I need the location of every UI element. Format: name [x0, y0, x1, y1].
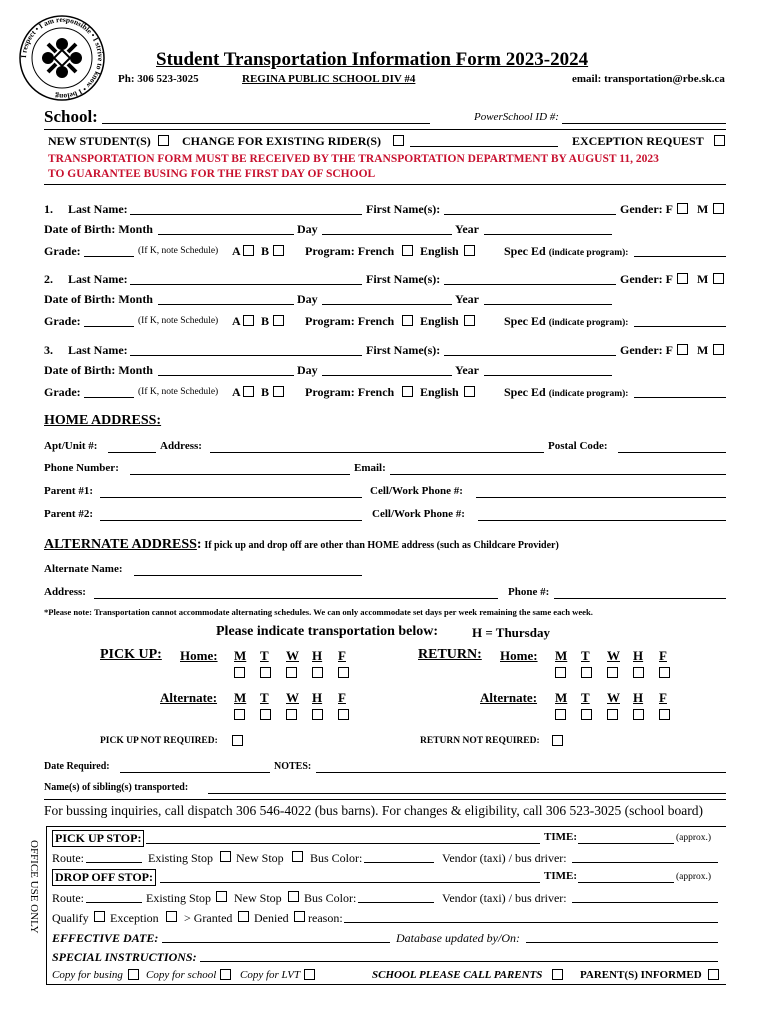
alternate-address-title: ALTERNATE ADDRESS: If pick up and drop off are other than HOME address (such as Childcare Provider) — [44, 537, 559, 552]
program-english-checkbox[interactable] — [464, 386, 475, 397]
pickup-alternate-day-label: F — [338, 690, 346, 705]
pickup-not-required-label: PICK UP NOT REQUIRED: — [100, 736, 218, 746]
siblings-field[interactable] — [208, 793, 726, 794]
header-phone: Ph: 306 523-3025 — [118, 73, 199, 85]
pickup-home-day-label: H — [312, 648, 323, 663]
gender-m-label: M — [697, 272, 709, 286]
copy-school-checkbox[interactable] — [220, 969, 231, 980]
dob-month-field[interactable] — [158, 234, 294, 235]
dropoff-stop-field[interactable] — [160, 882, 540, 883]
notes-field[interactable] — [316, 772, 726, 773]
parents-informed-label: PARENT(S) INFORMED — [580, 969, 702, 981]
last-name-label: Last Name: — [68, 272, 128, 286]
color2-label: Bus Color: — [304, 891, 357, 905]
powerschool-label: PowerSchool ID #: — [474, 111, 559, 123]
return-home-day-checkbox[interactable] — [607, 667, 618, 678]
dob-year-field[interactable] — [484, 375, 612, 376]
dob-month-field[interactable] — [158, 304, 294, 305]
exception-label: EXCEPTION REQUEST — [572, 134, 704, 148]
pickup-alternate-label: Alternate: — [160, 690, 218, 705]
grade-field[interactable] — [84, 397, 134, 398]
return-not-required-label: RETURN NOT REQUIRED: — [420, 736, 540, 746]
program-french-checkbox[interactable] — [402, 386, 413, 397]
database-updated-field[interactable] — [526, 942, 718, 943]
call-parents-checkbox[interactable] — [552, 969, 563, 980]
program-english-checkbox[interactable] — [464, 315, 475, 326]
pickup-home-day-checkbox[interactable] — [338, 667, 349, 678]
granted-checkbox[interactable] — [238, 911, 249, 922]
sped-field[interactable] — [634, 397, 726, 398]
return-label: RETURN: — [418, 647, 482, 662]
return-alternate-day-checkbox[interactable] — [555, 709, 566, 720]
kindergarten-note: (If K, note Schedule) — [138, 387, 219, 397]
return-home-day-label: W — [607, 648, 620, 663]
header-email: email: transportation@rbe.sk.ca — [572, 73, 725, 85]
grade-label: Grade: — [44, 314, 81, 328]
vendor1-label: Vendor (taxi) / bus driver: — [442, 851, 567, 865]
dob-year-label: Year — [455, 292, 479, 306]
exception-checkbox[interactable] — [714, 135, 725, 146]
reason-field[interactable] — [344, 922, 718, 923]
schedule-b-checkbox[interactable] — [273, 245, 284, 256]
dropoff-time-label: TIME: — [544, 870, 577, 882]
pickup-label: PICK UP: — [100, 647, 162, 662]
dob-day-field[interactable] — [322, 234, 452, 235]
svg-text:I respect • I am responsible •: I respect • I am responsible • I strive to know • I belong — [18, 14, 106, 102]
gender-f-checkbox[interactable] — [677, 203, 688, 214]
gender-m-checkbox[interactable] — [713, 203, 724, 214]
new-students-label: NEW STUDENT(S) — [48, 134, 151, 148]
schedule-a-checkbox[interactable] — [243, 245, 254, 256]
gender-m-label: M — [697, 202, 709, 216]
special-instructions-field[interactable] — [200, 961, 718, 962]
dropoff-time-field[interactable] — [578, 882, 674, 883]
sped-label: Spec Ed (indicate program): — [504, 314, 629, 328]
exception-office-label: Exception — [110, 911, 159, 925]
grade-field[interactable] — [84, 256, 134, 257]
gender-label: Gender: F — [620, 272, 673, 286]
apt-label: Apt/Unit #: — [44, 440, 98, 452]
date-required-field[interactable] — [120, 772, 270, 773]
student-number: 2. — [44, 272, 53, 286]
grade-field[interactable] — [84, 326, 134, 327]
copy-lvt-checkbox[interactable] — [304, 969, 315, 980]
alternate-address-field[interactable] — [94, 598, 498, 599]
first-name-label: First Name(s): — [366, 343, 441, 357]
school-field[interactable] — [102, 123, 430, 124]
transport-heading: Please indicate transportation below: — [216, 624, 439, 639]
alternate-address-label: Address: — [44, 586, 86, 598]
alternate-name-label: Alternate Name: — [44, 563, 123, 575]
postal-field[interactable] — [618, 452, 726, 453]
pickup-time-label: TIME: — [544, 831, 577, 843]
return-home-label: Home: — [500, 648, 538, 663]
first-name-field[interactable] — [444, 355, 616, 356]
dob-year-label: Year — [455, 363, 479, 377]
return-home-day-checkbox[interactable] — [633, 667, 644, 678]
route2-label: Route: — [52, 891, 84, 905]
thursday-note: H = Thursday — [472, 625, 550, 640]
qualify-checkbox[interactable] — [94, 911, 105, 922]
schedule-a-checkbox[interactable] — [243, 386, 254, 397]
pickup-alternate-day-label: M — [234, 690, 247, 705]
denied-label: Denied — [254, 911, 289, 925]
deadline-notice-1: TRANSPORTATION FORM MUST BE RECEIVED BY THE TRANSPORTATION DEPARTMENT BY AUGUST 11, 2023 — [48, 153, 659, 165]
return-home-day-checkbox[interactable] — [555, 667, 566, 678]
email-label: Email: — [354, 462, 386, 474]
notes-label: NOTES: — [274, 761, 312, 772]
return-alternate-label: Alternate: — [480, 690, 538, 705]
deadline-notice-2: TO GUARANTEE BUSING FOR THE FIRST DAY OF SCHOOL — [48, 168, 376, 180]
color1-field[interactable] — [364, 862, 434, 863]
dob-month-field[interactable] — [158, 375, 294, 376]
vendor2-field[interactable] — [572, 902, 718, 903]
program-label: Program: French — [305, 385, 395, 399]
route2-field[interactable] — [86, 902, 142, 903]
change-rider-checkbox[interactable] — [393, 135, 404, 146]
return-alternate-day-label: W — [607, 690, 620, 705]
denied-checkbox[interactable] — [294, 911, 305, 922]
new2-label: New Stop — [234, 891, 282, 905]
pickup-alternate-day-checkbox[interactable] — [312, 709, 323, 720]
pickup-home-day-checkbox[interactable] — [260, 667, 271, 678]
dob-year-field[interactable] — [484, 234, 612, 235]
sped-label: Spec Ed (indicate program): — [504, 244, 629, 258]
existing1-checkbox[interactable] — [220, 851, 231, 862]
inquiry-line: For bussing inquiries, call dispatch 306 546-4022 (bus barns). For changes & eligibility, call 306 523-3025 (school board) — [44, 803, 704, 818]
last-name-field[interactable] — [130, 355, 362, 356]
last-name-label: Last Name: — [68, 202, 128, 216]
student-number: 1. — [44, 202, 53, 216]
address-label: Address: — [160, 440, 202, 452]
pickup-time-field[interactable] — [578, 843, 674, 844]
home-address-title: HOME ADDRESS: — [44, 413, 162, 428]
office-use-side-label: OFFICE USE ONLY — [28, 840, 40, 934]
new1-checkbox[interactable] — [292, 851, 303, 862]
parent2-field[interactable] — [100, 520, 362, 521]
dob-day-label: Day — [297, 363, 318, 377]
return-home-day-label: H — [633, 648, 644, 663]
pickup-stop-label: PICK UP STOP: — [52, 830, 144, 847]
email-field[interactable] — [390, 474, 726, 475]
pickup-stop-field[interactable] — [146, 843, 540, 844]
return-alternate-day-label: H — [633, 690, 644, 705]
pickup-home-day-label: M — [234, 648, 247, 663]
route1-label: Route: — [52, 851, 84, 865]
dob-day-label: Day — [297, 222, 318, 236]
date-required-label: Date Required: — [44, 761, 110, 772]
school-logo — [18, 14, 106, 102]
kindergarten-note: (If K, note Schedule) — [138, 316, 219, 326]
schedule-b-checkbox[interactable] — [273, 386, 284, 397]
pickup-home-day-checkbox[interactable] — [286, 667, 297, 678]
gender-f-checkbox[interactable] — [677, 273, 688, 284]
return-alternate-day-checkbox[interactable] — [607, 709, 618, 720]
pickup-home-label: Home: — [180, 648, 218, 663]
student-number: 3. — [44, 343, 53, 357]
pickup-home-day-label: T — [260, 648, 269, 663]
pickup-alternate-day-checkbox[interactable] — [286, 709, 297, 720]
schedule-b-label: B — [261, 244, 270, 258]
alternate-phone-field[interactable] — [554, 598, 726, 599]
return-alternate-day-checkbox[interactable] — [581, 709, 592, 720]
change-rider-field[interactable] — [410, 146, 558, 147]
first-name-field[interactable] — [444, 214, 616, 215]
new2-checkbox[interactable] — [288, 891, 299, 902]
return-home-day-label: F — [659, 648, 667, 663]
alternate-name-field[interactable] — [134, 575, 362, 576]
cell2-label: Cell/Work Phone #: — [372, 508, 465, 520]
header-division: REGINA PUBLIC SCHOOL DIV #4 — [242, 73, 416, 85]
sped-field[interactable] — [634, 256, 726, 257]
dob-year-label: Year — [455, 222, 479, 236]
color2-field[interactable] — [358, 902, 434, 903]
last-name-field[interactable] — [130, 284, 362, 285]
pickup-alternate-day-checkbox[interactable] — [260, 709, 271, 720]
program-label: Program: French — [305, 244, 395, 258]
special-instructions-label: SPECIAL INSTRUCTIONS: — [52, 950, 197, 964]
call-parents-label: SCHOOL PLEASE CALL PARENTS — [372, 969, 543, 981]
postal-label: Postal Code: — [548, 440, 608, 452]
return-home-day-checkbox[interactable] — [659, 667, 670, 678]
schedule-a-label: A — [232, 244, 241, 258]
pickup-alternate-day-checkbox[interactable] — [338, 709, 349, 720]
gender-label: Gender: F — [620, 343, 673, 357]
vendor2-label: Vendor (taxi) / bus driver: — [442, 891, 567, 905]
first-name-label: First Name(s): — [366, 202, 441, 216]
copy-busing-checkbox[interactable] — [128, 969, 139, 980]
database-updated-label: Database updated by/On: — [396, 931, 520, 945]
existing2-label: Existing Stop — [146, 891, 212, 905]
cell2-field[interactable] — [478, 520, 726, 521]
schedule-a-label: A — [232, 385, 241, 399]
schedule-b-checkbox[interactable] — [273, 315, 284, 326]
dropoff-approx: (approx.) — [676, 872, 712, 882]
form-title: Student Transportation Information Form 2023-2024 — [156, 49, 589, 70]
vendor1-field[interactable] — [572, 862, 718, 863]
return-home-day-label: T — [581, 648, 590, 663]
program-english-label: English — [420, 385, 459, 399]
program-french-checkbox[interactable] — [402, 245, 413, 256]
parent1-field[interactable] — [100, 497, 362, 498]
copy-school-label: Copy for school — [146, 969, 217, 981]
program-english-checkbox[interactable] — [464, 245, 475, 256]
schedule-note: *Please note: Transportation cannot accommodate alternating schedules. We can only accommodate set days per week remaining the same each week. — [44, 607, 593, 617]
dob-day-field[interactable] — [322, 375, 452, 376]
gender-label: Gender: F — [620, 202, 673, 216]
pickup-home-day-label: F — [338, 648, 346, 663]
exception-office-checkbox[interactable] — [166, 911, 177, 922]
granted-label: > Granted — [184, 911, 233, 925]
copy-lvt-label: Copy for LVT — [240, 969, 301, 981]
grade-label: Grade: — [44, 385, 81, 399]
pickup-not-required-checkbox[interactable] — [232, 735, 243, 746]
copy-busing-label: Copy for busing — [52, 969, 123, 981]
return-alternate-day-checkbox[interactable] — [633, 709, 644, 720]
kindergarten-note: (If K, note Schedule) — [138, 246, 219, 256]
program-english-label: English — [420, 244, 459, 258]
return-alternate-day-label: M — [555, 690, 568, 705]
gender-m-checkbox[interactable] — [713, 344, 724, 355]
effective-date-label: EFFECTIVE DATE: — [52, 931, 159, 945]
pickup-approx: (approx.) — [676, 833, 712, 843]
parent2-label: Parent #2: — [44, 508, 93, 520]
return-alternate-day-label: F — [659, 690, 667, 705]
program-french-checkbox[interactable] — [402, 315, 413, 326]
color1-label: Bus Color: — [310, 851, 363, 865]
pickup-alternate-day-label: W — [286, 690, 299, 705]
new-students-checkbox[interactable] — [158, 135, 169, 146]
dob-day-label: Day — [297, 292, 318, 306]
last-name-label: Last Name: — [68, 343, 128, 357]
address-field[interactable] — [210, 452, 544, 453]
cell1-label: Cell/Work Phone #: — [370, 485, 463, 497]
gender-m-label: M — [697, 343, 709, 357]
dropoff-stop-label: DROP OFF STOP: — [52, 869, 156, 886]
gender-f-checkbox[interactable] — [677, 344, 688, 355]
program-english-label: English — [420, 314, 459, 328]
gender-m-checkbox[interactable] — [713, 273, 724, 284]
schedule-b-label: B — [261, 385, 270, 399]
program-label: Program: French — [305, 314, 395, 328]
alternate-note: If pick up and drop off are other than HOME address (such as Childcare Provider) — [204, 540, 559, 551]
return-home-day-checkbox[interactable] — [581, 667, 592, 678]
schedule-b-label: B — [261, 314, 270, 328]
sped-label: Spec Ed (indicate program): — [504, 385, 629, 399]
cell1-field[interactable] — [476, 497, 726, 498]
first-name-field[interactable] — [444, 284, 616, 285]
pickup-alternate-day-label: T — [260, 690, 269, 705]
last-name-field[interactable] — [130, 214, 362, 215]
return-alternate-day-label: T — [581, 690, 590, 705]
first-name-label: First Name(s): — [366, 272, 441, 286]
powerschool-field[interactable] — [562, 123, 726, 124]
dob-year-field[interactable] — [484, 304, 612, 305]
new1-label: New Stop — [236, 851, 284, 865]
pickup-home-day-checkbox[interactable] — [312, 667, 323, 678]
parents-informed-checkbox[interactable] — [708, 969, 719, 980]
siblings-label: Name(s) of sibling(s) transported: — [44, 782, 189, 793]
phone-label: Phone Number: — [44, 462, 119, 474]
dob-label: Date of Birth: Month — [44, 292, 153, 306]
dob-day-field[interactable] — [322, 304, 452, 305]
pickup-alternate-day-label: H — [312, 690, 323, 705]
sped-field[interactable] — [634, 326, 726, 327]
grade-label: Grade: — [44, 244, 81, 258]
route1-field[interactable] — [86, 862, 142, 863]
pickup-home-day-label: W — [286, 648, 299, 663]
existing1-label: Existing Stop — [148, 851, 214, 865]
apt-field[interactable] — [108, 452, 156, 453]
reason-label: reason: — [308, 911, 343, 925]
return-not-required-checkbox[interactable] — [552, 735, 563, 746]
change-rider-label: CHANGE FOR EXISTING RIDER(S) — [182, 134, 382, 148]
dob-label: Date of Birth: Month — [44, 363, 153, 377]
phone-field[interactable] — [130, 474, 350, 475]
alternate-phone-label: Phone #: — [508, 586, 550, 598]
qualify-label: Qualify — [52, 911, 89, 925]
schedule-a-checkbox[interactable] — [243, 315, 254, 326]
existing2-checkbox[interactable] — [216, 891, 227, 902]
pickup-home-day-checkbox[interactable] — [234, 667, 245, 678]
pickup-alternate-day-checkbox[interactable] — [234, 709, 245, 720]
school-label: School: — [44, 107, 98, 126]
return-alternate-day-checkbox[interactable] — [659, 709, 670, 720]
schedule-a-label: A — [232, 314, 241, 328]
dob-label: Date of Birth: Month — [44, 222, 153, 236]
parent1-label: Parent #1: — [44, 485, 93, 497]
effective-date-field[interactable] — [162, 942, 390, 943]
return-home-day-label: M — [555, 648, 568, 663]
